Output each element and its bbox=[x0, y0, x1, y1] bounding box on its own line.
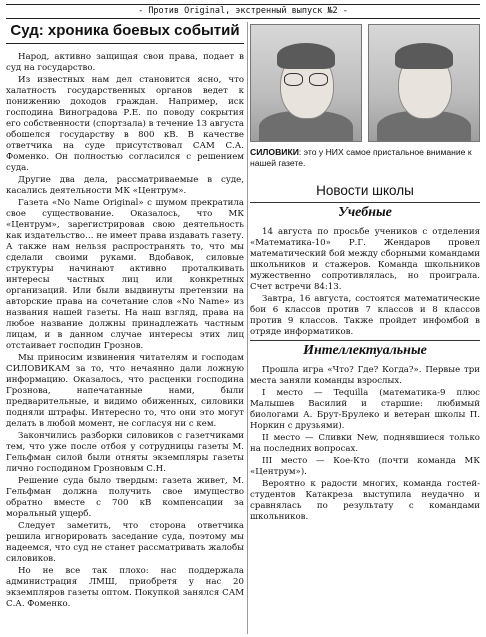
column-divider bbox=[247, 22, 248, 634]
intellectual-news bbox=[250, 365, 480, 523]
news-paragraph: Вероятно к радости многих, команда гостей-студентов Катакреза выступила неудачно и сравнялась по результату с командами школьников. bbox=[250, 479, 480, 522]
article-body bbox=[6, 52, 244, 610]
photo-caption bbox=[250, 147, 480, 169]
photo-right-portrait bbox=[368, 24, 480, 142]
page-header: - Против Original, экстренный выпуск №2 - bbox=[6, 4, 480, 19]
photo-row bbox=[250, 24, 480, 142]
section-heading-intellectual: Интеллектуальные bbox=[250, 340, 480, 359]
portrait-hair bbox=[277, 43, 335, 69]
academic-news bbox=[250, 227, 480, 338]
news-paragraph: III место — Кое-Кто (почти команда МК «Центрум»). bbox=[250, 456, 480, 477]
section-heading-academic: Учебные bbox=[250, 202, 480, 221]
photo-left-portrait bbox=[250, 24, 362, 142]
article-paragraph: Из известных нам дел становится ясно, что халатность государственных органов ведет к понижению доходов граждан. Например, иск господина Виноградова Р.Е. по поводу сокрытия его собственности (спортзала) в течение 13 августа обошелся государству в 800 кВ. В качестве ответчика на суде присутствовал САМ С.А. Фоменко. Он полностью согласился с решением суда. bbox=[6, 75, 244, 173]
article-paragraph: Народ, активно защищая свои права, подает в суд на государство. bbox=[6, 52, 244, 73]
news-paragraph: Завтра, 16 августа, состоятся математические бои 6 классов против 7 классов и 8 классов против 9 классов. Также пройдет инфомбой в отряде информатиков. bbox=[250, 294, 480, 337]
news-paragraph: Прошла игра «Что? Где? Когда?». Первые три места заняли команды взрослых. bbox=[250, 365, 480, 386]
article-paragraph: Решение суда было твердым: газета живет, М. Гельфман должна получить свое имущество обратно вместе с 700 кВ компенсации за моральный ущерб. bbox=[6, 476, 244, 519]
caption-text: : это у НИХ самое пристальное внимание к нашей газете. bbox=[250, 147, 472, 168]
news-paragraph: I место — Tequilla (математика-9 плюс Малышев Василий и старшие: любимый биологами А. Брут-Брулеко и ветеран школы П. Норкин с друзьями). bbox=[250, 388, 480, 431]
left-column bbox=[6, 22, 244, 634]
right-column bbox=[250, 22, 480, 634]
news-paragraph: II место — Сливки New, поднявшиеся только на последних вопросах. bbox=[250, 433, 480, 454]
caption-bold: СИЛОВИКИ bbox=[250, 147, 299, 157]
article-paragraph: Следует заметить, что сторона ответчика решила игнорировать заседание суда, поэтому мы надеемся, что суд не станет рассматривать жалобы силовиков. bbox=[6, 521, 244, 564]
news-paragraph: 14 августа по просьбе учеников с отделения «Математика-10» Р.Г. Жендаров провел математический бой между сборными командами школьников и стажеров. Команда школьников мужественно сопротивлялась, но проиграла. Счет встречи 84:13. bbox=[250, 227, 480, 292]
news-title: Новости школы bbox=[316, 183, 414, 198]
article-paragraph: Закончились разборки силовиков с газетчиками тем, что уже после отбоя у сотрудницы газеты М. Гельфман силой были отняты экземпляры газеты лично господином Грозновым С.Н. bbox=[6, 431, 244, 474]
article-paragraph: Мы приносим извинения читателям и господам СИЛОВИКАМ за то, что нечаянно дали ложную информацию. Оказалось, что расценки господина Грознова, напечатанные нами, были предварительные, и видимо обиженных, силовики подняли штрафы. Интересно то, что они это могут делать в любой момент, не согласуя ни с кем. bbox=[6, 353, 244, 429]
portrait-hair bbox=[395, 43, 453, 69]
glasses-icon bbox=[284, 73, 328, 85]
article-paragraph: Газета «No Name Original» с шумом прекратила свое существование. Оказалось, что МК «Центрум», зарегистрировав свою деятельность как издательство… не имеет права издавать газету. А также нам нельзя распространять то, что мы сделали своими руками. Вдобавок, силовые структуры начинают активно проталкивать интересы частных лиц или конкретных организаций. Или были выдвинуты претензии на авторские права на сочетание слов «No Name» из названия нашей газеты. На наш взгляд, права на любое название должны принадлежать частным лицам, и в данном случае интересы этих лиц отстаивает господин Грознов. bbox=[6, 198, 244, 351]
article-title: Суд: хроника боевых событий bbox=[6, 22, 244, 44]
article-paragraph: Другие два дела, рассматриваемые в суде, касались деятельности МК «Центрум». bbox=[6, 175, 244, 196]
article-paragraph: Но не все так плохо: нас поддержала администрация ЛМШ, приобретя у нас 20 экземпляров газеты оптом. Покупкой занялся САМ С.А. Фоменко. bbox=[6, 566, 244, 609]
